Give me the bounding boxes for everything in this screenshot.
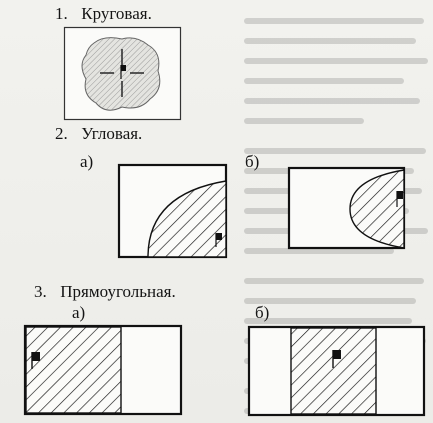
section-3-heading (34, 282, 176, 302)
flag-icon (333, 350, 341, 359)
variant-2a-label: а) (80, 152, 94, 171)
rectangular-a-zone (26, 327, 121, 413)
section-1-heading (55, 4, 152, 24)
variant-2b-label: б) (245, 152, 260, 171)
variant-3b-label: б) (255, 303, 270, 322)
rectangular-b-zone (291, 328, 376, 414)
section-1-title: Круговая. (81, 4, 152, 23)
variant-3a-label: а) (72, 303, 86, 322)
section-2-heading (55, 124, 142, 144)
section-3-title: Прямоугольная. (60, 282, 176, 301)
angular-diagram-b (288, 167, 406, 250)
flag-icon (397, 191, 403, 199)
flag-icon (32, 352, 40, 361)
section-1-number: 1. (55, 4, 68, 23)
rectangular-diagram-b (248, 326, 428, 418)
angular-diagram-a (118, 164, 228, 259)
circular-diagram (64, 27, 182, 122)
section-2-title: Угловая. (81, 124, 143, 143)
flag-icon (121, 65, 126, 71)
section-3-number: 3. (34, 282, 47, 301)
flag-icon (216, 233, 222, 240)
section-2-number: 2. (55, 124, 68, 143)
rectangular-diagram-a (24, 325, 184, 417)
